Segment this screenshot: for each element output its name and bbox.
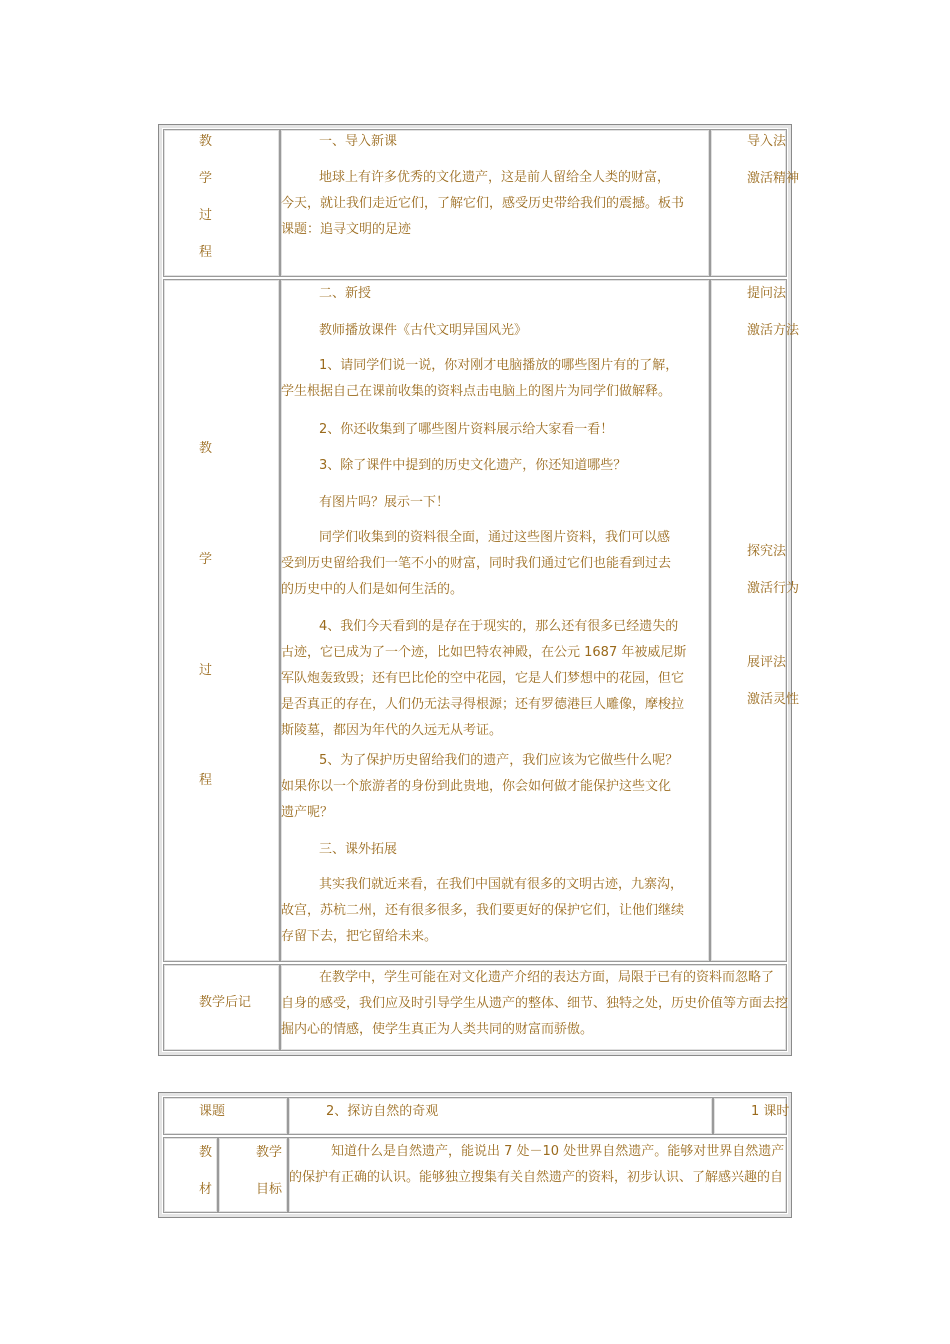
text-line: 地球上有许多优秀的文化遗产，这是前人留给全人类的财富， <box>319 170 671 185</box>
row1-label-char: 过 <box>199 208 213 223</box>
topic-label-cell <box>163 1097 288 1135</box>
text-line: 其实我们就近来看，在我们中国就有很多的文明古迹，九寨沟， <box>319 877 684 892</box>
text-line: 掘内心的情感，使学生真正为人类共同的财富而骄傲。 <box>281 1022 594 1037</box>
method-note: 激活方法 <box>747 323 800 338</box>
text-line: 存留下去，把它留给未来。 <box>281 929 438 944</box>
text-line: 如果你以一个旅游者的身份到此贵地，你会如何做才能保护这些文化 <box>281 779 672 794</box>
text-line: 知道什么是自然遗产，能说出 7 处－10 处世界自然遗产。能够对世界自然遗产 <box>331 1144 785 1159</box>
reflection-paragraph <box>281 965 788 1043</box>
text-line: 5、为了保护历史留给我们的遗产，我们应该为它做些什么呢？ <box>319 753 679 768</box>
question-5 <box>281 748 678 826</box>
text-line: 的保护有正确的认识。能够独立搜集有关自然遗产的资料，初步认识、了解感兴趣的自 <box>289 1170 784 1185</box>
row2-label-char: 学 <box>199 552 213 567</box>
text-line: 课题：追寻文明的足迹 <box>281 222 412 237</box>
text-line: 遗产呢？ <box>281 805 334 820</box>
text-line: 古迹，它已成为了一个迹，比如巴特农神殿，在公元 1687 年被威尼斯 <box>281 645 687 660</box>
question-1 <box>281 353 678 405</box>
text-line: 学生根据自己在课前收集的资料点击电脑上的图片为同学们做解释。 <box>281 384 672 399</box>
row2-notes-cell <box>710 279 787 962</box>
objective-label: 目标 <box>256 1182 283 1197</box>
row1-label-cell <box>163 129 280 277</box>
row2-label-char: 教 <box>199 441 213 456</box>
text-line: 同学们收集到的资料很全面，通过这些图片资料，我们可以感 <box>319 530 671 545</box>
text-line: 4、我们今天看到的是存在于现实的，那么还有很多已经遗失的 <box>319 619 679 634</box>
method-note: 激活灵性 <box>747 692 800 707</box>
row2-label-char: 过 <box>199 663 213 678</box>
text-line: 军队炮轰致毁；还有巴比伦的空中花园，它是人们梦想中的花园，但它 <box>281 671 685 686</box>
question-2: 2、你还收集到了哪些图片资料展示给大家看一看！ <box>319 422 614 437</box>
method-note: 提问法 <box>747 286 787 301</box>
material-label-char: 教 <box>199 1145 213 1160</box>
topic-label: 课题 <box>199 1104 226 1119</box>
extension-paragraph <box>281 872 684 950</box>
question-3: 3、除了课件中提到的历史文化遗产，你还知道哪些？ <box>319 458 627 473</box>
intro-paragraph <box>281 165 684 243</box>
method-note: 激活精神 <box>747 171 800 186</box>
row2-label-cell <box>163 279 280 962</box>
text-line: 1、请同学们说一说，你对刚才电脑播放的哪些图片有的了解， <box>319 358 679 373</box>
row1-label-char: 程 <box>199 245 213 260</box>
method-note: 展评法 <box>747 655 787 670</box>
objective-paragraph <box>289 1139 784 1191</box>
method-note: 探究法 <box>747 544 787 559</box>
courseware-line: 教师播放课件《古代文明异国风光》 <box>319 323 528 338</box>
text-line: 今天，就让我们走近它们，了解它们，感受历史带给我们的震撼。板书 <box>281 196 685 211</box>
row2-label-char: 程 <box>199 773 213 788</box>
section-heading: 二、新授 <box>319 286 372 301</box>
text-line: 自身的感受，我们应及时引导学生从遗产的整体、细节、独特之处，历史价值等方面去挖 <box>281 996 789 1011</box>
row1-notes-cell <box>710 129 787 277</box>
text-line: 在教学中，学生可能在对文化遗产介绍的表达方面，局限于已有的资料而忽略了 <box>319 970 775 985</box>
text-line: 斯陵墓，都因为年代的久远无从考证。 <box>281 723 503 738</box>
text-line: 故宫，苏杭二州，还有很多很多，我们要更好的保护它们，让他们继续 <box>281 903 685 918</box>
question-3-followup: 有图片吗？展示一下！ <box>319 495 450 510</box>
text-line: 受到历史留给我们一笔不小的财富，同时我们通过它们也能看到过去 <box>281 556 672 571</box>
row1-label-char: 学 <box>199 171 213 186</box>
question-4 <box>281 614 686 744</box>
method-note: 导入法 <box>747 134 787 149</box>
reflection-label: 教学后记 <box>199 995 252 1010</box>
row1-label-char: 教 <box>199 134 213 149</box>
section-heading: 三、课外拓展 <box>319 842 398 857</box>
objective-label: 教学 <box>256 1145 283 1160</box>
summary-paragraph <box>281 525 671 603</box>
method-note: 激活行为 <box>747 581 800 596</box>
material-label-char: 材 <box>199 1182 213 1197</box>
text-line: 的历史中的人们是如何生活的。 <box>281 582 464 597</box>
class-hours: 1 课时 <box>751 1104 790 1119</box>
topic-title: 2、探访自然的奇观 <box>326 1104 439 1119</box>
section-heading: 一、导入新课 <box>319 134 398 149</box>
text-line: 是否真正的存在，人们仍无法寻得根源；还有罗德港巨人雕像，摩梭拉 <box>281 697 685 712</box>
